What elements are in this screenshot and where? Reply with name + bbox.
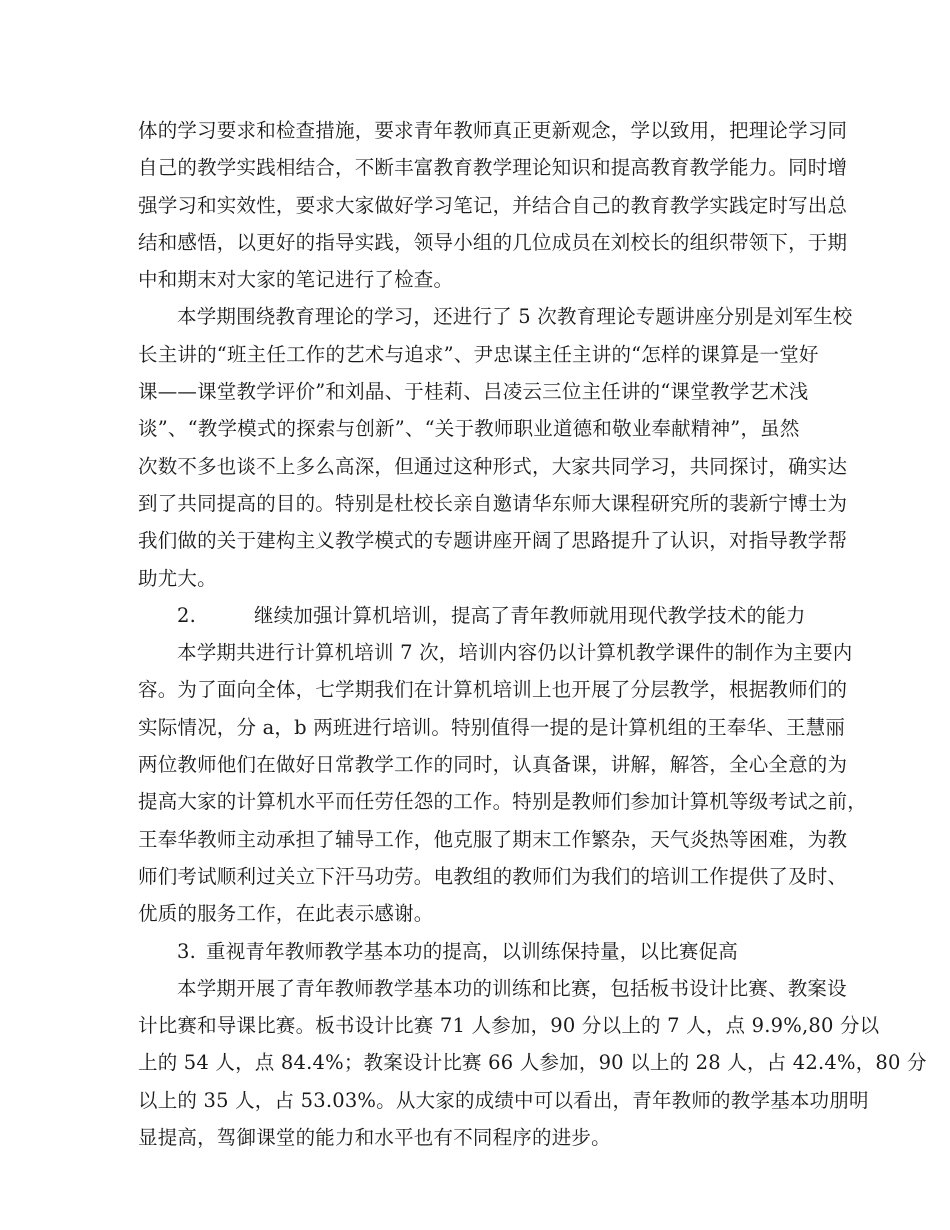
document-body bbox=[138, 112, 927, 1156]
text-line: 自己的教学实践相结合，不断丰富教育教学理论知识和提高教育教学能力。同时增 bbox=[138, 156, 848, 180]
text-line: 显提高，驾御课堂的能力和水平也有不同程序的进步。 bbox=[138, 1126, 611, 1150]
text-line: 助尤大。 bbox=[138, 566, 217, 590]
text-line: 长主讲的“班主任工作的艺术与追求”、尹忠谋主任主讲的“怎样的课算是一堂好 bbox=[138, 342, 819, 366]
text-line: 本学期共进行计算机培训 7 次，培训内容仍以计算机教学课件的制作为主要内 bbox=[177, 641, 853, 665]
section-title: 继续加强计算机培训，提高了青年教师就用现代教学技术的能力 bbox=[254, 603, 806, 627]
text-line: 谈”、“教学模式的探索与创新”、“关于教师职业道德和敬业奉献精神”，虽然 bbox=[138, 417, 800, 441]
section-heading-3 bbox=[138, 933, 806, 970]
text-line: 次数不多也谈不上多么高深，但通过这种形式，大家共同学习，共同探讨，确实达 bbox=[138, 454, 848, 478]
text-line: 优质的服务工作，在此表示感谢。 bbox=[138, 902, 434, 926]
text-line: 计比赛和导课比赛。板书设计比赛 71 人参加，90 分以上的 7 人，点 9.9%,80 分以 bbox=[138, 1014, 880, 1038]
text-line: 容。为了面向全体，七学期我们在计算机培训上也开展了分层教学，根据教师们的 bbox=[138, 678, 848, 702]
text-line: 我们做的关于建构主义教学模式的专题讲座开阔了思路提升了认识，对指导教学帮 bbox=[138, 529, 848, 553]
text-line: 以上的 35 人，占 53.03%。从大家的成绩中可以看出，青年教师的教学基本功朋明 bbox=[138, 1088, 869, 1112]
section-title: 重视青年教师教学基本功的提高，以训练保持量，以比赛促高 bbox=[206, 939, 738, 963]
text-line: 上的 54 人，点 84.4%；教案设计比赛 66 人参加，90 以上的 28 人，占 42.4%，80 分 bbox=[138, 1051, 927, 1075]
section-heading-2 bbox=[138, 597, 806, 634]
text-line: 实际情况，分 a，b 两班进行培训。特别值得一提的是计算机组的王奉华、王慧丽 bbox=[138, 715, 846, 739]
text-line: 王奉华教师主动承担了辅导工作，他克服了期末工作繁杂，天气炎热等困难，为教 bbox=[138, 827, 848, 851]
text-line: 体的学习要求和检查措施，要求青年教师真正更新观念，学以致用，把理论学习同 bbox=[138, 119, 848, 142]
text-line: 师们考试顺利过关立下汗马功劳。电教组的教师们为我们的培训工作提供了及时、 bbox=[138, 864, 848, 888]
text-line: 两位教师他们在做好日常教学工作的同时，认真备课，讲解，解答，全心全意的为 bbox=[138, 753, 848, 777]
text-line: 本学期开展了青年教师教学基本功的训练和比赛，包括板书设计比赛、教案设 bbox=[177, 976, 847, 1000]
text-line: 结和感悟，以更好的指导实践，领导小组的几位成员在刘校长的组织带领下，于期 bbox=[138, 230, 848, 254]
text-line: 课——课堂教学评价”和刘晶、于桂莉、吕凌云三位主任讲的“课堂教学艺术浅 bbox=[138, 380, 809, 404]
text-line: 到了共同提高的目的。特别是杜校长亲自邀请华东师大课程研究所的裴新宁博士为 bbox=[138, 491, 848, 515]
section-number: 2. bbox=[177, 603, 197, 627]
text-line: 提高大家的计算机水平而任劳任怨的工作。特别是教师们参加计算机等级考试之前， bbox=[138, 790, 867, 814]
text-line: 强学习和实效性，要求大家做好学习笔记，并结合自己的教育教学实践定时写出总 bbox=[138, 193, 848, 217]
text-line: 中和期末对大家的笔记进行了检查。 bbox=[138, 268, 454, 292]
section-number: 3. bbox=[177, 939, 197, 963]
text-line: 本学期围绕教育理论的学习，还进行了 5 次教育理论专题讲座分别是刘军生校 bbox=[177, 305, 853, 329]
